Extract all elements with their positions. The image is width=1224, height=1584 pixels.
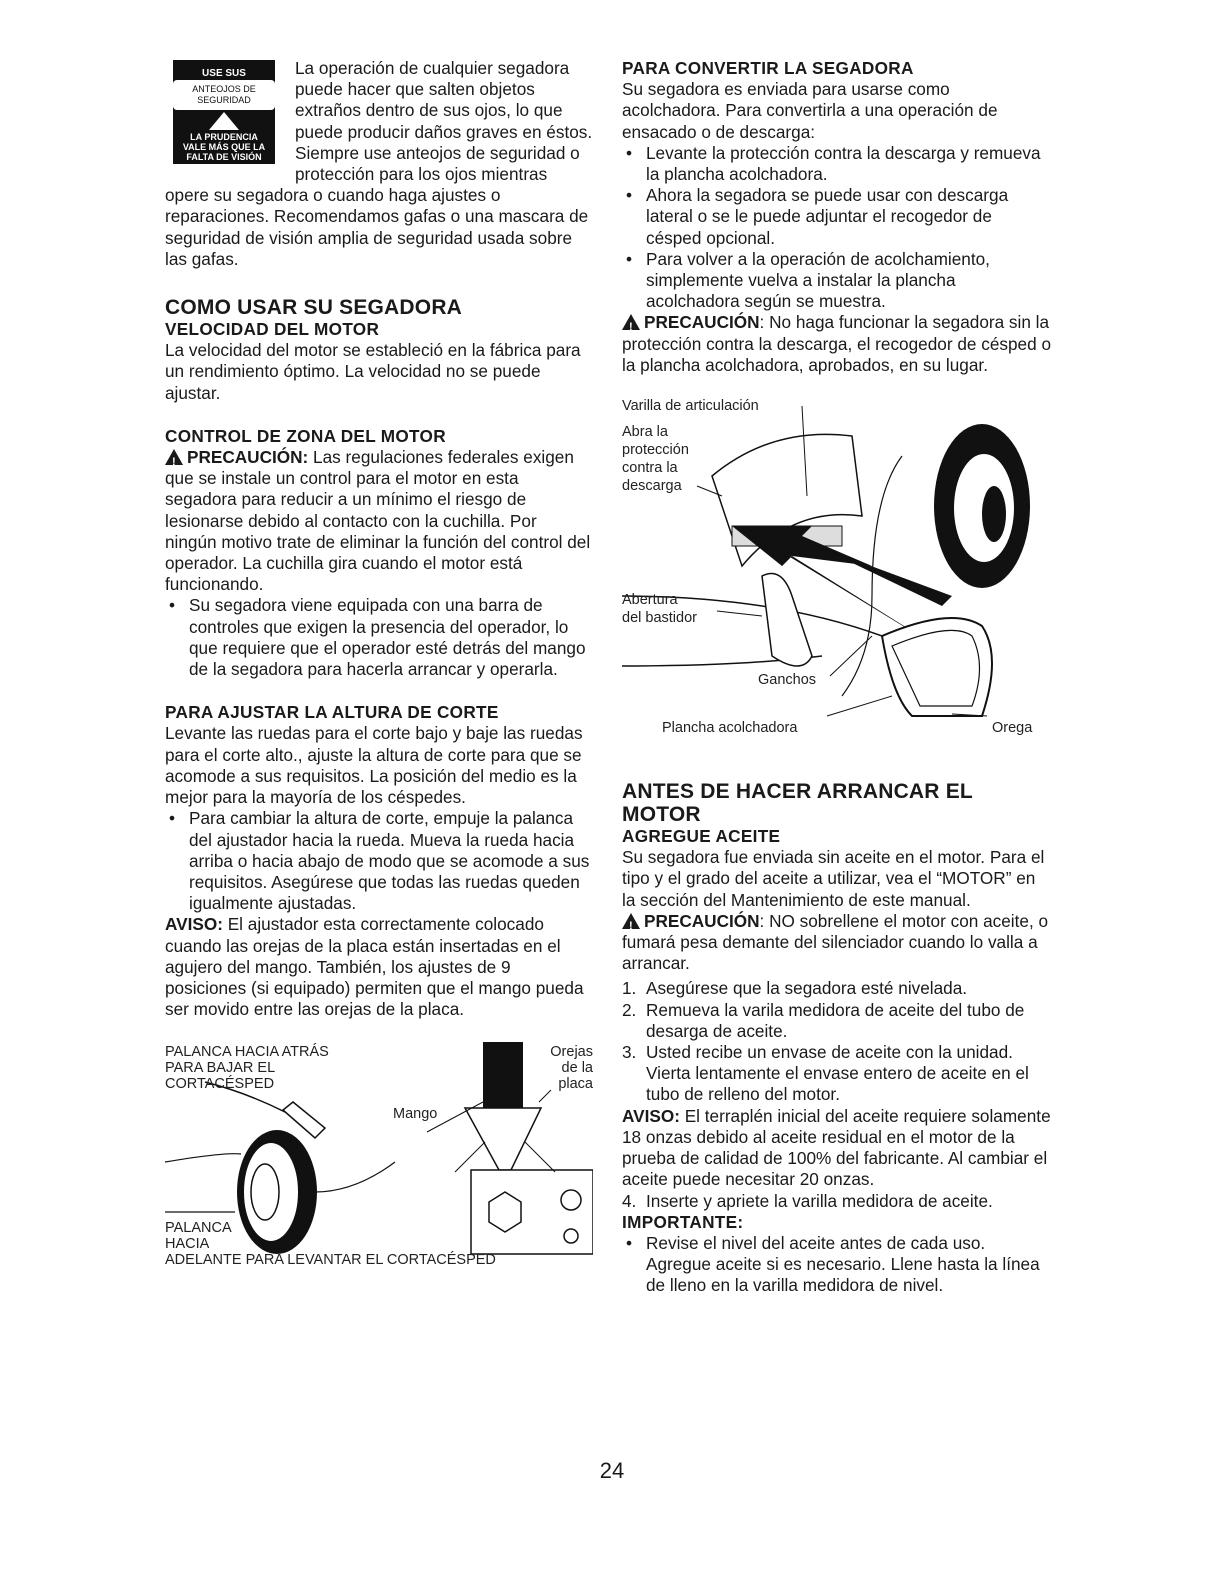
antes-title: ANTES DE HACER ARRANCAR EL MOTOR	[622, 780, 973, 827]
height-label-orejas3: placa	[558, 1076, 593, 1093]
height-label-bottom3: ADELANTE PARA LEVANTAR EL CORTACÉSPED	[165, 1252, 496, 1269]
aceite-aviso	[622, 1106, 1052, 1191]
convertir-bullet: • Ahora la segadora se puede usar con descarga lateral o se le puede adjuntar el recogedor de césped opcional.	[622, 185, 1052, 249]
aceite-step	[622, 1191, 1052, 1212]
mulch-label-ganchos: Ganchos	[758, 672, 817, 689]
convertir-bullet: • Levante la protección contra la descarga y remueva la plancha acolchadora.	[622, 143, 1052, 185]
height-label-bottom1: PALANCA	[165, 1220, 232, 1237]
aceite-step	[622, 1000, 1052, 1042]
altura-aviso	[165, 914, 593, 1020]
agregue-title: AGREGUE ACEITE	[622, 826, 781, 847]
convertir-bullets	[622, 143, 1052, 313]
right-column	[622, 58, 1052, 1297]
step-text: Asegúrese que la segadora esté nivelada.	[646, 978, 968, 999]
mulch-label-abra3: contra la	[622, 460, 678, 477]
height-label-bottom2: HACIA	[165, 1236, 210, 1253]
warning-icon	[622, 913, 640, 929]
badge-line5: VALE MÁS QUE LA	[182, 142, 266, 152]
step-text: Usted recibe un envase de aceite con la unidad. Vierta lentamente el envase entero de aceite en el tubo de relleno del motor.	[646, 1042, 1029, 1105]
control-warning-label: PRECAUCIÓN:	[187, 447, 309, 468]
altura-aviso-label: AVISO:	[165, 914, 223, 935]
velocidad-text: La velocidad del motor se estableció en la fábrica para un rendimiento óptimo. La velocidad no se puede ajustar.	[165, 340, 581, 403]
badge-line3: SEGURIDAD	[197, 95, 251, 105]
height-adjust-figure	[165, 1042, 593, 1282]
convertir-warning	[622, 312, 1052, 376]
control-warning	[165, 447, 593, 595]
mulch-label-plancha: Plancha acolchadora	[662, 720, 798, 737]
step-text: Inserte y apriete la varilla medidora de aceite.	[646, 1190, 993, 1211]
mulch-label-abra4: descarga	[622, 478, 682, 495]
altura-bullet: • Para cambiar la altura de corte, empuje la palanca del ajustador hacia la rueda. Mueva la rueda hacia arriba o hacia abajo de modo que se acomode a sus requisitos. Asegúrese que todas las ruedas queden igualmente ajustadas.	[165, 808, 593, 914]
safety-glasses-badge	[165, 60, 283, 164]
aceite-aviso-text: El terraplén inicial del aceite requiere solamente 18 onzas debido al aceite residual en el motor de la prueba de calidad de 100% del fabricante. Al cambiar el aceite puede necesitar 20 onzas.	[622, 1105, 1051, 1190]
warning-icon	[622, 314, 640, 330]
step-number: 2.	[622, 999, 637, 1020]
height-label-mango: Mango	[393, 1106, 438, 1123]
height-label-orejas2: de la	[561, 1060, 593, 1077]
convertir-bullet: • Para volver a la operación de acolchamiento, simplemente vuelva a instalar la plancha acolchadora según se muestra.	[622, 249, 1052, 313]
mulch-label-abertura2: del bastidor	[622, 610, 697, 627]
aceite-steps	[622, 978, 1052, 1105]
agregue-text: Su segadora fue enviada sin aceite en el motor. Para el tipo y el grado del aceite a utilizar, vea el “MOTOR” en la sección del Mantenimiento de este manual.	[622, 847, 1045, 910]
control-bullets	[165, 595, 593, 680]
mulch-label-abra1: Abra la	[622, 424, 668, 441]
step-text: Remueva la varila medidora de aceite del tubo de desarga de aceite.	[646, 999, 1025, 1041]
como-usar-title: COMO USAR SU SEGADORA	[165, 296, 463, 320]
step-number: 3.	[622, 1042, 637, 1063]
badge-line4: LA PRUDENCIA	[190, 132, 258, 142]
height-label-top2: PARA BAJAR EL	[165, 1060, 276, 1077]
convertir-title: PARA CONVERTIR LA SEGADORA	[622, 58, 914, 78]
aceite-aviso-label: AVISO:	[622, 1105, 680, 1126]
aceite-step4-list	[622, 1191, 1052, 1212]
control-warning-text: Las regulaciones federales exigen que se instale un control para el motor en esta segadora para reducir a un mínimo el riesgo de lesionarse debido al contacto con la cuchilla. Por ningún motivo trate de eliminar la función del control del operador. La cuchilla gira cuando el motor está funcionando.	[165, 447, 591, 595]
control-title: CONTROL DE ZONA DEL MOTOR	[165, 425, 446, 446]
mulch-label-abertura1: Abertura	[622, 592, 678, 609]
importante-title: IMPORTANTE:	[622, 1211, 744, 1232]
left-column	[165, 58, 593, 1282]
altura-text: Levante las ruedas para el corte bajo y baje las ruedas para el corte alto., ajuste la altura de corte para que se acomode a sus requisitos. La posición del medio es la mejor para la mayoría de los céspedes.	[165, 723, 583, 808]
intro-paragraph: La operación de cualquier segadora puede hacer que salten objetos extraños dentro de sus ojos, lo que puede producir daños graves en éstos. Siempre use anteojos de seguridad o protección para los ojos mientras opere su segadora o cuando haga ajustes o reparaciones. Recomendamos gafas o una mascara de seguridad de visión amplia de seguridad usada sobre las gafas.	[165, 58, 593, 269]
velocidad-title: VELOCIDAD DEL MOTOR	[165, 319, 380, 340]
height-label-orejas1: Orejas	[550, 1044, 593, 1061]
badge-line6: FALTA DE VISIÓN	[186, 152, 262, 162]
convertir-warning-text: : No haga funcionar la segadora sin la protección contra la descarga, el recogedor de césped o la plancha acolchadora, aprobados, en su lugar.	[622, 312, 1051, 375]
agregue-warning-label: PRECAUCIÓN	[644, 910, 760, 931]
page-number: 24	[599, 1458, 625, 1483]
warning-icon	[165, 449, 183, 465]
step-number: 4.	[622, 1190, 637, 1211]
altura-aviso-text: El ajustador esta correctamente colocado cuando las orejas de la placa están insertadas en el agujero del mango. También, los ajustes de 9 posiciones (si equipado) permiten que el mango pueda ser movido entre las orejas de la placa.	[165, 914, 584, 1020]
convertir-warning-label: PRECAUCIÓN	[644, 312, 760, 333]
convertir-text: Su segadora es enviada para usarse como acolchadora. Para convertirla a una operación de ensacado o de descarga:	[622, 79, 998, 142]
agregue-warning	[622, 911, 1052, 975]
importante-bullet: • Revise el nivel del aceite antes de cada uso. Agregue aceite si es necesario. Llene hasta la línea de lleno en la varilla medidora de nivel.	[622, 1233, 1052, 1297]
step-number: 1.	[622, 978, 637, 999]
aceite-step	[622, 978, 1052, 999]
height-label-top1: PALANCA HACIA ATRÁS	[165, 1044, 329, 1061]
importante-bullets	[622, 1233, 1052, 1297]
agregue-warning-text: : NO sobrellene el motor con aceite, o fumará pesa demante del silenciador cuando lo valla a arrancar.	[622, 910, 1049, 974]
altura-bullets	[165, 808, 593, 914]
altura-title: PARA AJUSTAR LA ALTURA DE CORTE	[165, 702, 499, 723]
mulch-plate-figure	[622, 396, 1052, 766]
control-bullet: • Su segadora viene equipada con una barra de controles que exigen la presencia del operador, lo que requiere que el operador esté detrás del mango de la segadora para hacerla arrancar y operarla.	[165, 595, 593, 680]
height-label-top3: CORTACÉSPED	[165, 1076, 275, 1093]
mulch-label-abra2: protección	[622, 442, 689, 459]
aceite-step	[622, 1042, 1052, 1106]
mulch-label-orega: Orega	[992, 720, 1033, 737]
badge-line1: USE SUS	[202, 68, 246, 79]
mulch-label-varilla: Varilla de articulación	[622, 398, 759, 415]
badge-line2: ANTEOJOS DE	[192, 84, 256, 94]
